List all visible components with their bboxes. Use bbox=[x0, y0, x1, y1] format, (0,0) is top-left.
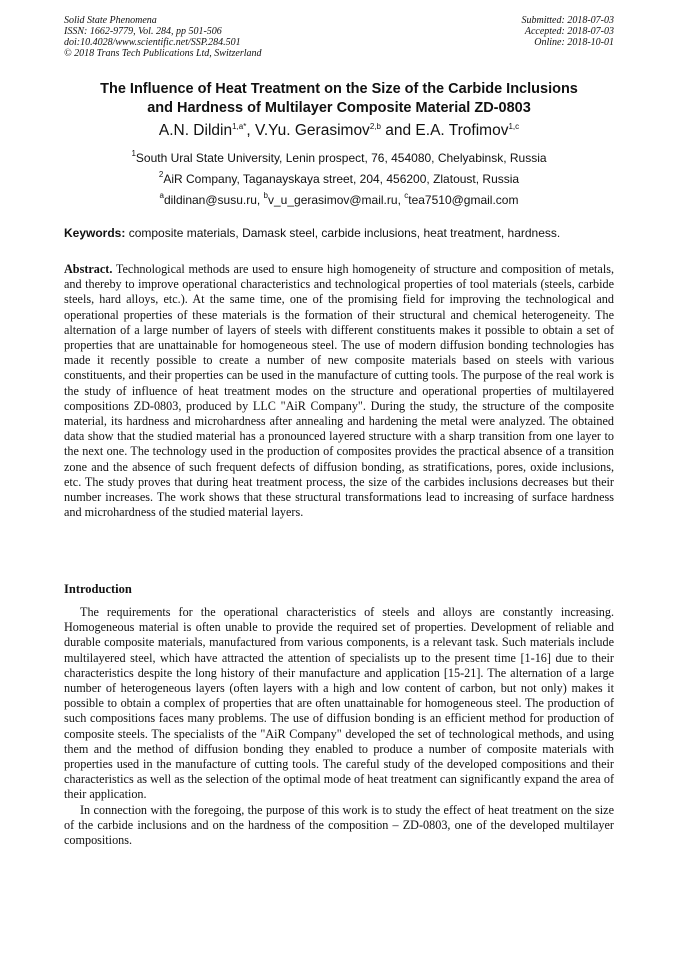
abstract bbox=[64, 262, 614, 520]
paragraph: In connection with the foregoing, the purpose of this work is to study the effect of heat treatment on the size of the carbide inclusions and on the hardness of the composition – ZD-0803, one of the developed multilayer compositions. bbox=[64, 802, 614, 848]
keywords-text: composite materials, Damask steel, carbide inclusions, heat treatment, hardness. bbox=[125, 226, 561, 240]
submission-dates bbox=[522, 15, 615, 48]
paragraph: The requirements for the operational characteristics of steels and alloys are constantly increasing. Homogeneous material is often unable to provide the required set of properties. Development of reliable and durable composite materials, manufactured from various components, is a relevant task. Such materials include multilayered steel, which have attracted the attention of specialists up to the present time [1-16] due to their characteristics despite the long history of their manufacture and application [15-21]. The alternation of a large number of heterogeneous layers (often layers with a high and low content of carbon, but not only) makes it possible to obtain a complex of properties that are often unattainable for homogeneous steel. The production of such compositions faces many problems. The use of diffusion bonding is an efficient method for production of composite steels. The specialists of the "AiR Company" developed the set of technological methods, and using them and the method of diffusion bonding they enabled to produce a number of composite materials with properties used in the manufacture of cutting tools. The careful study of the developed compositions and their characteristics as well as the selection of the optimal mode of heat treatment can significantly expand the area of their application. bbox=[64, 605, 614, 802]
title-line-2: and Hardness of Multilayer Composite Material ZD-0803 bbox=[147, 100, 531, 116]
email-address: tea7510@gmail.com bbox=[408, 193, 519, 207]
email-address: v_u_gerasimov@mail.ru, bbox=[268, 193, 405, 207]
author-marker: 1,a* bbox=[232, 122, 247, 131]
author-marker: 1,c bbox=[508, 122, 520, 131]
author-separator: and bbox=[380, 122, 416, 139]
issn-line: ISSN: 1662-9779, Vol. 284, pp 501-506 bbox=[64, 26, 222, 37]
email-list bbox=[40, 193, 638, 207]
paper-title bbox=[40, 80, 638, 118]
affiliation-text: AiR Company, Taganayskaya street, 204, 456200, Zlatoust, Russia bbox=[163, 172, 520, 186]
journal-name: Solid State Phenomena bbox=[64, 15, 157, 26]
doi-line: doi:10.4028/www.scientific.net/SSP.284.501 bbox=[64, 37, 241, 48]
abstract-text: Technological methods are used to ensure high homogeneity of structure and composition of metals, and thereby to improve operational characteristics and technological properties of tool materials (steels, carbide steels, hard alloys, etc.). At the same time, one of the promising field for improving the technological and operational properties of these materials is the formation of their structural and chemical heterogeneity. The alternation of a large number of layers of steels with different constituents makes it possible to obtain a set of properties that are unattainable for homogeneous steel. The use of modern diffusion bonding technologies has made it recently possible to create a number of new composite materials based on steels with various constituents, and their properties can be used in the manufacture of cutting tools. The purpose of the real work is the study of influence of heat treatment modes on the structure and operational properties of multilayered compositions ZD-0803, produced by LLC "AiR Company". During the study, the structure of the composite material, its hardness and microhardness after annealing and hardening the metal were analyzed. The obtained data show that the studied material has a pronounced layered structure with a sharp transition from one layer to the next one. The technology used in the production of composites provides the practical absence of a transition zone and the absence of such frequent defects of diffusion bonding, as stratifications, pores, oxide inclusions, etc. The study proves that during heat treatment process, the size of the carbides inclusions decreases but their number increases. The work shows that these structural transformations lead to increasing of surface hardness and microhardness of the studied material layers. bbox=[64, 262, 614, 520]
author-name: A.N. Dildin bbox=[158, 122, 233, 139]
accepted-date: Accepted: 2018-07-03 bbox=[524, 26, 614, 37]
author-separator: , bbox=[246, 122, 255, 139]
affiliation-marker: 2 bbox=[158, 170, 164, 179]
author-list bbox=[40, 121, 638, 141]
author-name: V.Yu. Gerasimov bbox=[254, 122, 370, 139]
affiliation-1 bbox=[40, 151, 638, 165]
journal-info bbox=[64, 15, 262, 59]
author-name: E.A. Trofimov bbox=[415, 122, 509, 139]
email-marker: a bbox=[159, 191, 164, 200]
email-marker: b bbox=[263, 191, 268, 200]
author-marker: 2,b bbox=[369, 122, 381, 131]
keywords bbox=[64, 226, 614, 240]
online-date: Online: 2018-10-01 bbox=[534, 37, 614, 48]
affiliation-text: South Ural State University, Lenin prospect, 76, 454080, Chelyabinsk, Russia bbox=[135, 151, 547, 165]
affiliation-2 bbox=[40, 172, 638, 186]
copyright-line: © 2018 Trans Tech Publications Ltd, Switzerland bbox=[64, 48, 262, 59]
affiliation-marker: 1 bbox=[131, 149, 136, 158]
abstract-label: Abstract. bbox=[64, 262, 113, 276]
email-address: dildinan@susu.ru, bbox=[163, 193, 264, 207]
section-heading-introduction: Introduction bbox=[64, 582, 132, 596]
submitted-date: Submitted: 2018-07-03 bbox=[521, 15, 614, 26]
introduction-body bbox=[64, 605, 614, 848]
title-line-1: The Influence of Heat Treatment on the Size of the Carbide Inclusions bbox=[100, 81, 578, 97]
keywords-label: Keywords: bbox=[64, 226, 126, 240]
email-marker: c bbox=[404, 191, 409, 200]
